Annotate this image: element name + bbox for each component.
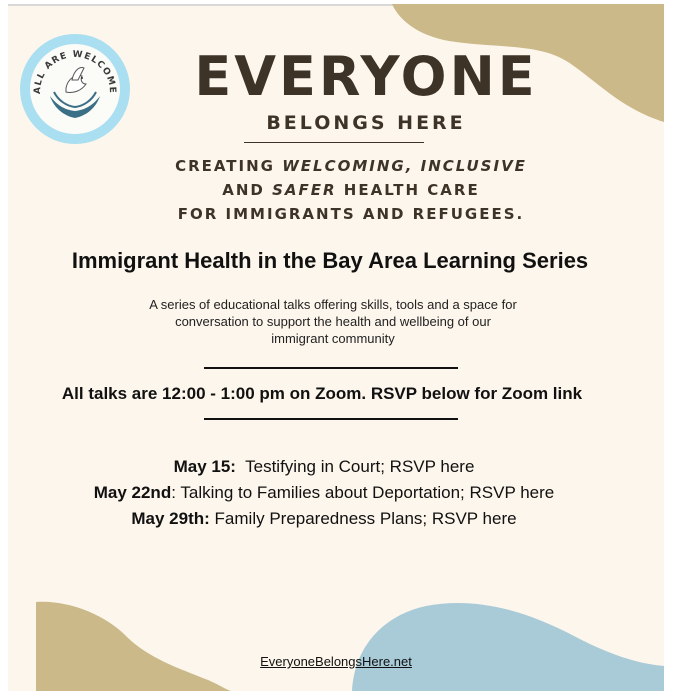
schedule-date: May 22nd (93, 483, 172, 502)
schedule-topic: Testifying in Court; RSVP here (235, 457, 475, 476)
headline (18, 46, 664, 134)
tagline-line-1 (38, 154, 664, 178)
series-intro: A series of educational talks offering skills, tools and a space for conversation to support the health and wellbeing of our immigrant community (149, 297, 517, 346)
blue-blob-bottom-right (352, 603, 664, 691)
tan-wave-bottom-left (36, 602, 232, 691)
tagline-line-3: FOR IMMIGRANTS AND REFUGEES. (177, 205, 525, 223)
schedule-date: May 29th: (131, 509, 210, 528)
rule-bottom (204, 418, 458, 420)
schedule-list (8, 454, 652, 532)
website-link[interactable]: EveryoneBelongsHere.net (260, 654, 412, 669)
headline-subtitle: BELONGS HERE (266, 112, 466, 134)
tagline-text: AND (222, 181, 273, 199)
talks-info: All talks are 12:00 - 1:00 pm on Zoom. RSVP below for Zoom link (61, 384, 583, 403)
schedule-item[interactable] (8, 454, 652, 480)
tagline-emphasis: SAFER (272, 181, 337, 199)
tagline-emphasis: WELCOMING, INCLUSIVE (282, 157, 527, 175)
schedule-topic: Family Preparedness Plans; RSVP here (209, 509, 517, 528)
flyer (8, 4, 664, 691)
tagline-text: HEALTH CARE (336, 181, 480, 199)
logo-ring-text: ALL ARE WELCOME (32, 49, 118, 95)
headline-title: EVERYONE (194, 45, 538, 108)
series-title: Immigrant Health in the Bay Area Learning Series (71, 248, 589, 273)
schedule-date: May 15: (173, 457, 236, 476)
tagline-text: CREATING (175, 157, 283, 175)
rule-top (204, 367, 458, 369)
schedule-item[interactable] (8, 506, 652, 532)
schedule-item[interactable] (8, 480, 652, 506)
tagline (8, 154, 664, 226)
tan-edge-left (36, 602, 42, 691)
schedule-topic: : Talking to Families about Deportation; RSVP here (171, 483, 555, 502)
tagline-line-2 (38, 178, 664, 202)
headline-divider (244, 142, 424, 143)
